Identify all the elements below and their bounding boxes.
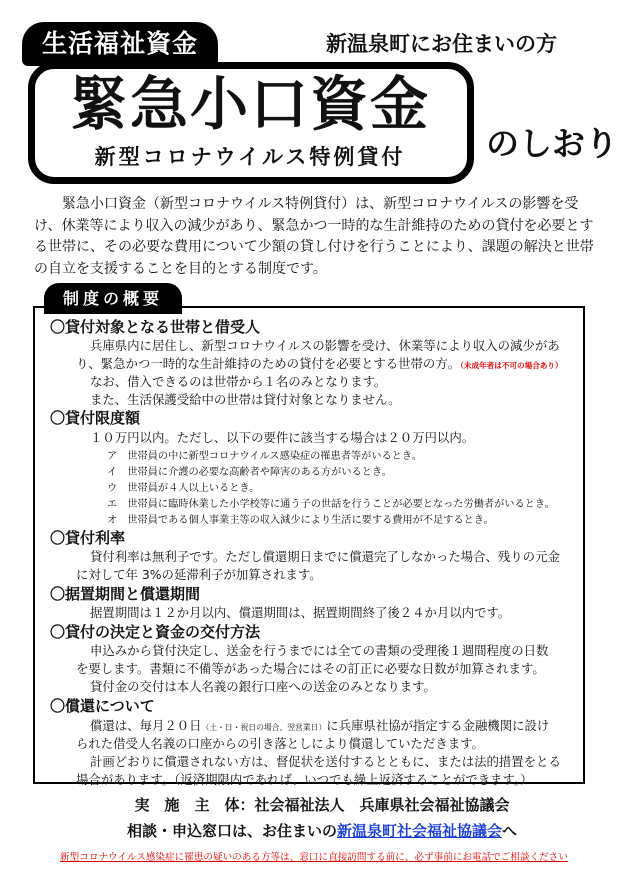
consult-suffix: へ <box>502 822 518 840</box>
text-line: また、生活保護受給中の世帯は貸付対象となりません。 <box>90 392 401 407</box>
text-line: 申込みから貸付決定し、送金を行うまでには全ての書類の受理後１週間程度の日数 <box>90 643 549 658</box>
text-line: に対して年 3%の延滞利子が加算されます。 <box>76 567 322 582</box>
council-link[interactable]: 新温泉町社会福祉協議会 <box>336 822 502 840</box>
covid-notice: 新型コロナウイルス感染症に罹患の疑いのある方等は、窓口に直接訪問する前に、必ず事前にお電話でご相談ください <box>60 852 568 863</box>
requirement-item: ウ 世帯員が４人以上いるとき。 <box>107 483 260 494</box>
section-title-disbursement: 〇貸付の決定と資金の交付方法 <box>50 623 261 641</box>
text-line: 据置期間は１２か月以内、償還期間は、据置期間終了後２４か月以内です。 <box>90 605 511 620</box>
text-span: 償還は、毎月２０日 <box>90 718 202 733</box>
section-title-repayment: 〇償還について <box>50 697 155 715</box>
section-title-interest: 〇貸付利率 <box>50 529 126 547</box>
requirement-item: オ 世帯員である個人事業主等の収入減少により生活に要する費用が不足するとき。 <box>107 515 494 526</box>
overview-heading: 制度の概要 <box>44 283 182 314</box>
text-line: １０万円以内。ただし、以下の要件に該当する場合は２０万円以内。 <box>90 430 475 445</box>
text-line: 計画どおりに償還されない方は、督促状を送付するとともに、または法的措置をとる <box>90 754 561 769</box>
program-badge: 生活福祉資金 <box>22 22 218 66</box>
section-title-grace-period: 〇据置期間と償還期間 <box>50 585 201 603</box>
text-line: られた借受人名義の口座からの引き落としにより償還していただきます。 <box>76 736 484 751</box>
consultation-window <box>52 820 592 841</box>
text-line: 貸付利率は無利子です。ただし償還期日までに償還完了しなかった場合、残りの元金 <box>90 549 560 564</box>
text-line: を要します。書類に不備等があった場合にはその訂正に必要な日数が加算されます。 <box>76 661 545 676</box>
text-span: り、緊急かつ一時的な生計維持のための貸付を必要とする世帯の方。 <box>76 356 461 371</box>
text-line: 兵庫県内に居住し、新型コロナウイルスの影響を受け、休業等により収入の減少があ <box>90 338 560 353</box>
text-line: 貸付金の交付は本人名義の銀行口座への送金のみとなります。 <box>90 679 436 694</box>
section-title-eligibility: 〇貸付対象となる世帯と借受人 <box>50 318 261 336</box>
requirement-item: ア 世帯員の中に新型コロナウイルス感染症の罹患者等がいるとき。 <box>107 451 422 462</box>
requirement-item: エ 世帯員に臨時休業した小学校等に通う子の世話を行うことが必要となった労働者がいるとき。 <box>107 499 555 510</box>
text-line <box>90 716 549 734</box>
consult-label: 相談・申込窓口は、お住まいの <box>126 822 337 840</box>
text-line: 場合があります。（返済期限内であれば、いつでも繰上返済することができます。） <box>76 772 533 787</box>
impl-value: 社会福祉法人 兵庫県社会福祉協議会 <box>254 796 510 814</box>
minor-note: （未成年者は不可の場合あり） <box>460 361 563 370</box>
intro-paragraph: 緊急小口資金（新型コロナウイルス特例貸付）は、新型コロナウイルスの影響を受け、休業等により収入の減少があり、緊急かつ一時的な生計維持のための貸付を必要とする世帯に、その必要な費用について少額の貸し付けを行うことにより、課題の解決と世帯の自立を支援することを目的とする制度です。 <box>34 196 594 277</box>
title-suffix: のしおり <box>486 124 618 163</box>
impl-label: 実 施 主 体： <box>134 796 255 814</box>
text-line <box>76 354 563 372</box>
section-title-loan-limit: 〇貸付限度額 <box>50 409 141 427</box>
requirement-item: イ 世帯員に介護の必要な高齢者や障害のある方がいるとき。 <box>107 467 392 478</box>
page-title: 緊急小口資金 <box>69 70 430 138</box>
text-span: に兵庫県社協が指定する金融機関に設け <box>326 718 550 733</box>
minor-note: （土・日・祝日の場合、翌営業日） <box>201 723 327 732</box>
text-line: なお、借入できるのは世帯から１名のみとなります。 <box>90 374 387 389</box>
target-residents: 新温泉町にお住まいの方 <box>326 32 557 56</box>
implementing-body <box>52 794 592 815</box>
page-subtitle: 新型コロナウイルス特例貸付 <box>94 145 406 169</box>
